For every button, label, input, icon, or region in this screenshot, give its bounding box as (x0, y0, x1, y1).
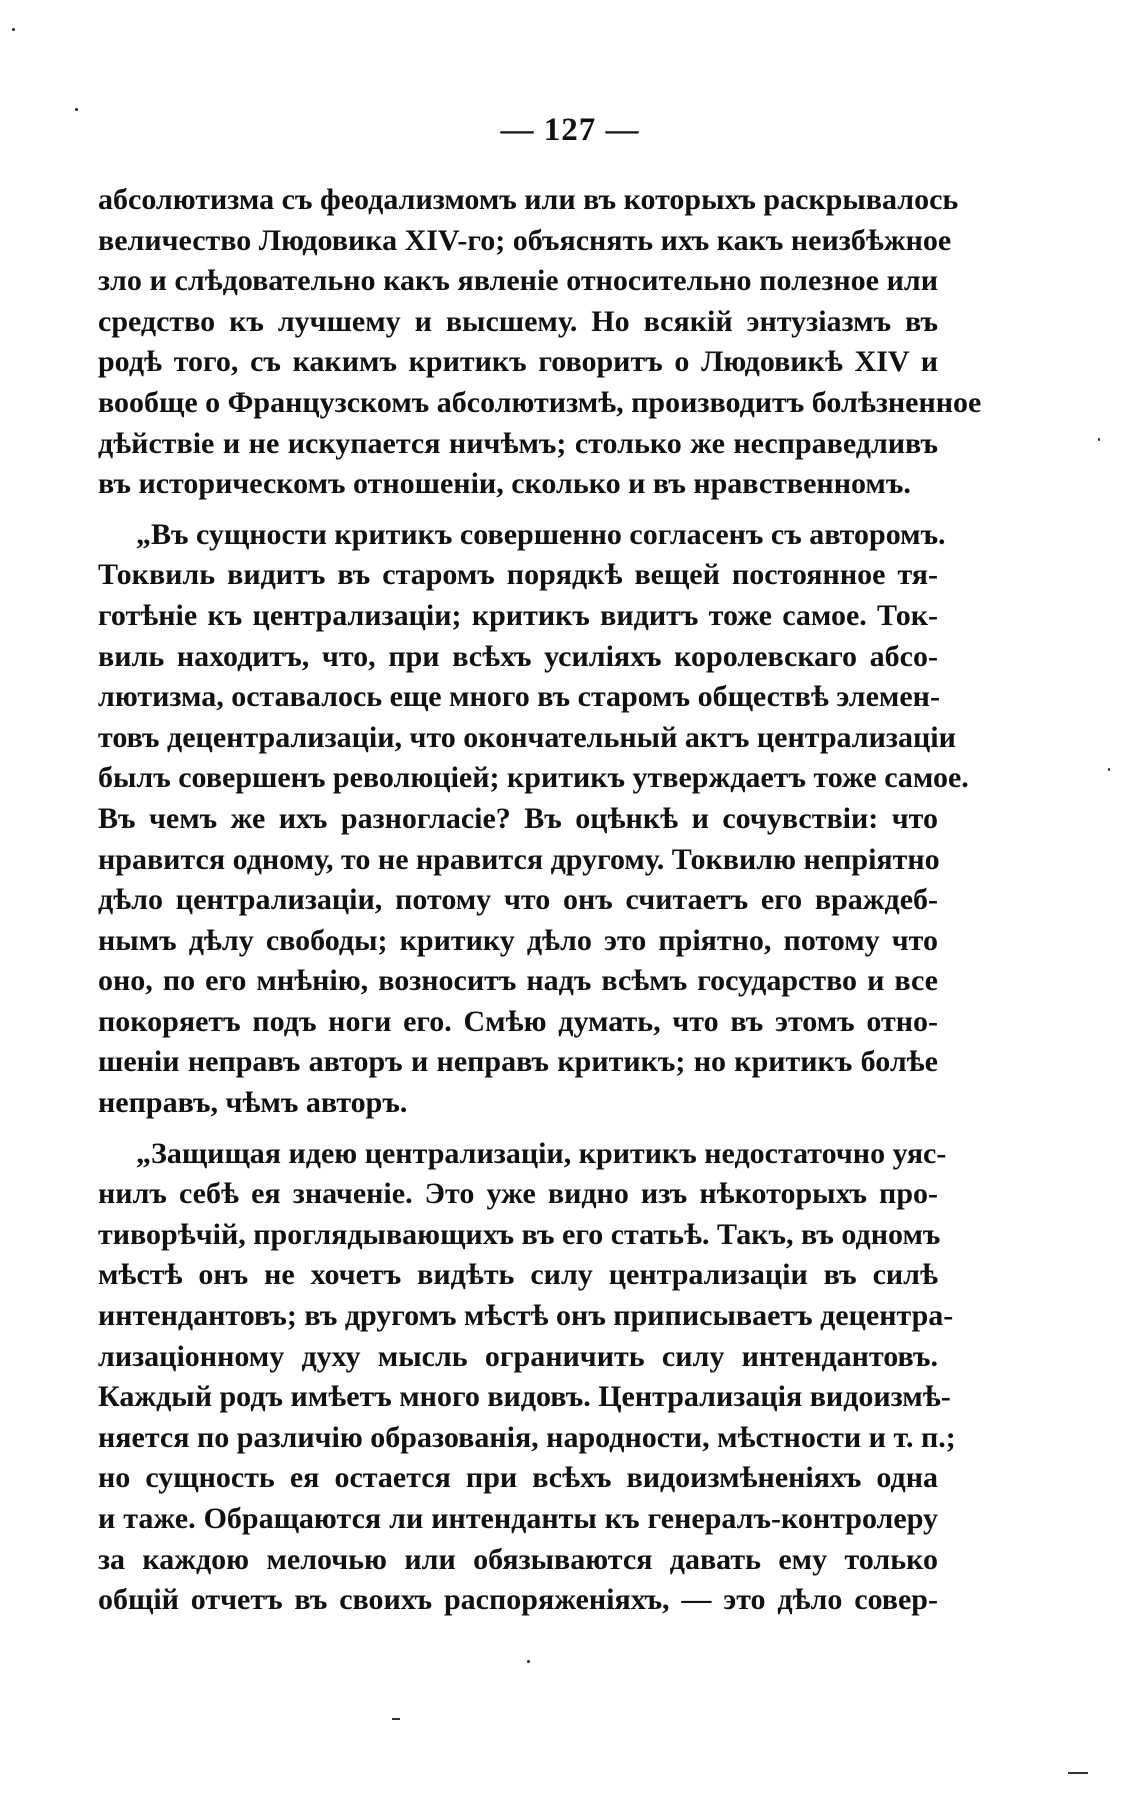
page-number: — 127 — (500, 112, 640, 148)
scan-speck (1108, 768, 1110, 771)
text-line: тиворѣчій, проглядывающихъ въ его статьѣ. Такъ, въ одномъ (98, 1217, 941, 1251)
text-line: дѣйствіе и не искупается ничѣмъ; столько же несправедливъ (98, 426, 938, 460)
text-line: няется по различію образованія, народности, мѣстности и т. п.; (98, 1420, 956, 1454)
text-line: но сущность ея остается при всѣхъ видоизмѣненіяхъ одна (98, 1461, 938, 1495)
text-line: лютизма, оставалось еще много въ старомъ обществѣ элемен- (98, 680, 940, 714)
paragraph-1 (98, 180, 982, 505)
text-line: виль находитъ, что, при всѣхъ усиліяхъ королевскаго абсо- (98, 639, 938, 673)
text-line: нилъ себѣ ея значеніе. Это уже видно изъ нѣкоторыхъ про- (98, 1177, 938, 1211)
text-line: родѣ того, съ какимъ критикъ говоритъ о Людовикѣ XIV и (98, 345, 938, 379)
paragraph-2 (98, 515, 969, 1124)
text-line: готѣніе къ централизаціи; критикъ видитъ тоже самое. Ток- (98, 598, 938, 632)
scan-mark (1068, 1772, 1088, 1774)
text-line: за каждою мелочью или обязываются давать ему только (98, 1542, 938, 1576)
text-line: дѣло централизаціи, потому что онъ считаетъ его враждеб- (98, 883, 938, 917)
body-text (98, 180, 982, 1621)
scan-speck (1098, 438, 1100, 441)
text-line: шеніи неправъ авторъ и неправъ критикъ; но критикъ болѣе (98, 1045, 938, 1079)
text-line: нымъ дѣлу свободы; критику дѣло это пріятно, потому что (98, 923, 938, 957)
text-line: оно, по его мнѣнію, возноситъ надъ всѣмъ государство и все (98, 964, 938, 998)
text-line: абсолютизма съ феодализмомъ или въ которыхъ раскрывалось (98, 183, 959, 216)
scan-mark (392, 1718, 400, 1720)
text-line: покоряетъ подъ ноги его. Смѣю думать, что въ этомъ отно- (98, 1004, 938, 1038)
text-line: и таже. Обращаются ли интенданты къ генералъ-контролеру (98, 1502, 938, 1535)
text-line: неправъ, чѣмъ авторъ. (98, 1086, 408, 1120)
text-line: Въ чемъ же ихъ разногласіе? Въ оцѣнкѣ и сочувствіи: что (98, 801, 938, 835)
text-line: былъ совершенъ революціей; критикъ утверждаетъ тоже самое. (98, 761, 969, 795)
text-line: лизаціонному духу мысль ограничить силу интендантовъ. (98, 1339, 938, 1373)
text-line: „Защищая идею централизаціи, критикъ недостаточно уяс- (136, 1136, 947, 1170)
text-line: нравится одному, то не нравится другому. Токвилю непріятно (98, 842, 940, 876)
text-line: въ историческомъ отношеніи, сколько и въ нравственномъ. (98, 467, 911, 501)
text-line: средство къ лучшему и высшему. Но всякій энтузіазмъ въ (98, 304, 938, 338)
text-line: интендантовъ; въ другомъ мѣстѣ онъ приписываетъ децентра- (98, 1299, 954, 1333)
scan-speck (527, 1660, 530, 1663)
paragraph-3 (98, 1134, 956, 1621)
scan-speck (12, 28, 15, 31)
text-line: товъ децентрализаціи, что окончательный актъ централизаціи (98, 720, 956, 754)
text-line: Токвиль видитъ въ старомъ порядкѣ вещей постоянное тя- (98, 558, 938, 592)
text-line: мѣстѣ онъ не хочетъ видѣть силу централизаціи въ силѣ (98, 1258, 938, 1292)
text-line: общій отчетъ въ своихъ распоряженіяхъ, — это дѣло совер- (98, 1583, 938, 1617)
scan-speck (75, 108, 78, 111)
text-line: „Въ сущности критикъ совершенно согласенъ съ авторомъ. (136, 517, 946, 551)
text-line: величество Людовика XIV-го; объяснять ихъ какъ неизбѣжное (98, 223, 952, 257)
text-line: зло и слѣдовательно какъ явленіе относительно полезное или (98, 264, 938, 298)
text-line: Каждый родъ имѣетъ много видовъ. Централизація видоизмѣ- (98, 1380, 951, 1414)
text-line: вообще о Французскомъ абсолютизмѣ, производитъ болѣзненное (98, 385, 982, 419)
